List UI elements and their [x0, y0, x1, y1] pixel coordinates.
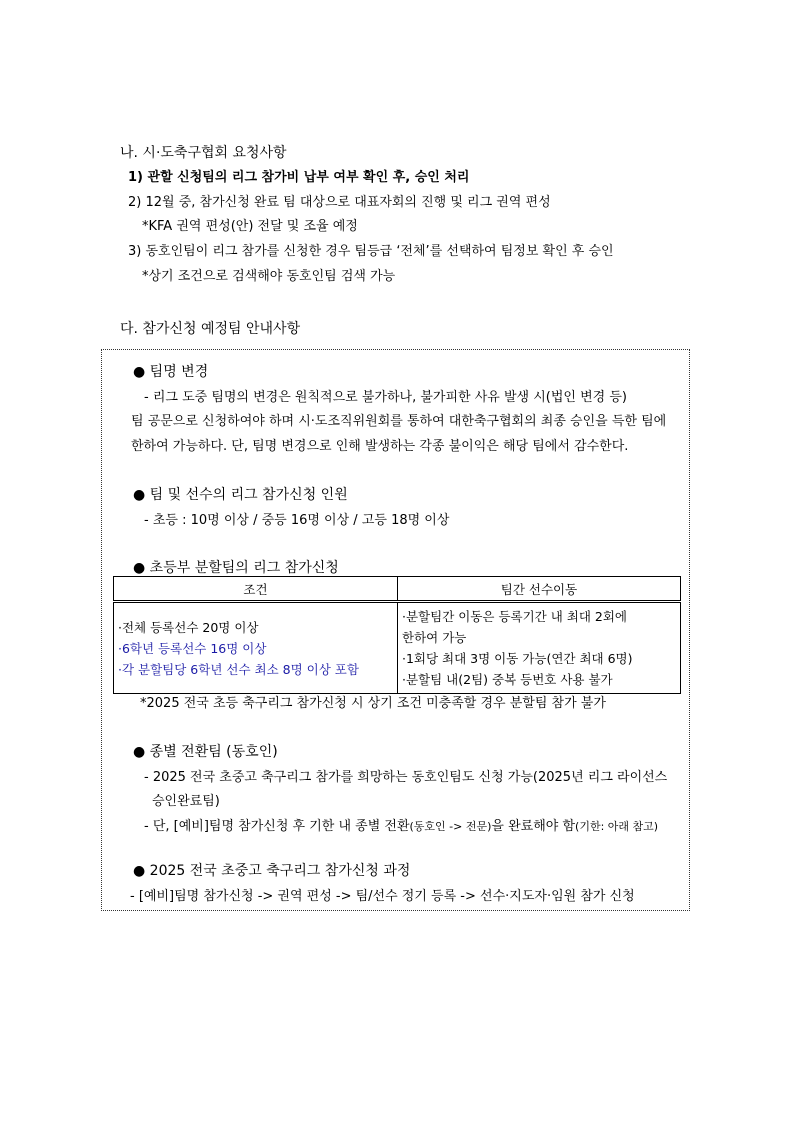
- roster-line: - 초등 : 10명 이상 / 중등 16명 이상 / 고등 18명 이상: [144, 513, 450, 528]
- split-team-heading: ● 초등부 분할팀의 리그 참가신청: [133, 560, 339, 576]
- team-name-line-2: 팀 공문으로 신청하여야 하며 시·도조직위원회를 통하여 대한축구협회의 최종 승인을 득한 팀에: [131, 414, 667, 429]
- conversion-line-1: - 2025 전국 초중고 축구리그 참가를 희망하는 동호인팀도 신청 가능(2025년 리그 라이선스: [144, 770, 668, 785]
- table-header-transfer: 팀간 선수이동: [398, 577, 681, 602]
- section-na-title: 나. 시·도축구협회 요청사항: [120, 145, 287, 161]
- conversion-line-2-main: - 단, [예비]팀명 참가신청 후 기한 내 종별 전환: [144, 819, 410, 834]
- conversion-line-2-note-2: (기한: 아래 참고): [575, 820, 659, 833]
- table-cell-transfers: [398, 602, 681, 694]
- section-na-item-2: 2) 12월 중, 참가신청 완료 팀 대상으로 대표자회의 진행 및 리그 권역 편성: [128, 195, 551, 210]
- conversion-line-1-cont: 승인완료팀): [152, 794, 220, 809]
- roster-heading: ● 팀 및 선수의 리그 참가신청 인원: [133, 487, 348, 503]
- table-header-condition: 조건: [114, 577, 398, 602]
- transfer-line: ·분할팀 내(2팀) 중복 등번호 사용 불가: [402, 672, 613, 687]
- section-na-item-1: 1) 관할 신청팀의 리그 참가비 납부 여부 확인 후, 승인 처리: [128, 170, 470, 185]
- section-na-item-3: 3) 동호인팀이 리그 참가를 신청한 경우 팀등급 ‘전체’를 선택하여 팀정보 확인 후 승인: [128, 244, 614, 259]
- team-name-heading: ● 팀명 변경: [133, 364, 209, 380]
- team-name-line-3: 한하여 가능하다. 단, 팀명 변경으로 인해 발생하는 각종 불이익은 해당 팀에서 감수한다.: [131, 439, 629, 454]
- table-cell-conditions: [114, 602, 398, 694]
- condition-line: ·전체 등록선수 20명 이상: [118, 619, 259, 635]
- split-team-table: [113, 576, 681, 694]
- process-line: - [예비]팀명 참가신청 -> 권역 편성 -> 팀/선수 정기 등록 -> 선수·지도자·임원 참가 신청: [130, 889, 635, 904]
- team-name-line-1: - 리그 도중 팀명의 변경은 원칙적으로 불가하나, 불가피한 사유 발생 시(법인 변경 등): [144, 390, 627, 405]
- conversion-line-2: [144, 815, 658, 834]
- section-na-note-2: *상기 조건으로 검색해야 동호인팀 검색 가능: [142, 269, 396, 284]
- conversion-heading: ● 종별 전환팀 (동호인): [133, 744, 278, 760]
- split-team-note: *2025 전국 초등 축구리그 참가신청 시 상기 조건 미충족할 경우 분할팀 참가 불가: [140, 696, 606, 711]
- transfer-line: ·분할팀간 이동은 등록기간 내 최대 2회에: [402, 609, 627, 624]
- transfer-line: ·1회당 최대 3명 이동 가능(연간 최대 6명): [402, 651, 633, 666]
- conversion-line-2-mid: 을 완료해야 함: [491, 819, 576, 834]
- conversion-line-2-note-1: (동호인 -> 전문): [409, 820, 492, 833]
- condition-line: ·6학년 등록선수 16명 이상: [118, 640, 267, 656]
- section-da-title: 다. 참가신청 예정팀 안내사항: [120, 321, 301, 337]
- section-na-note-1: *KFA 권역 편성(안) 전달 및 조율 예정: [142, 219, 358, 234]
- process-heading: ● 2025 전국 초중고 축구리그 참가신청 과정: [133, 863, 411, 879]
- condition-line: ·각 분할팀당 6학년 선수 최소 8명 이상 포함: [118, 661, 359, 677]
- transfer-line: 한하여 가능: [402, 630, 467, 645]
